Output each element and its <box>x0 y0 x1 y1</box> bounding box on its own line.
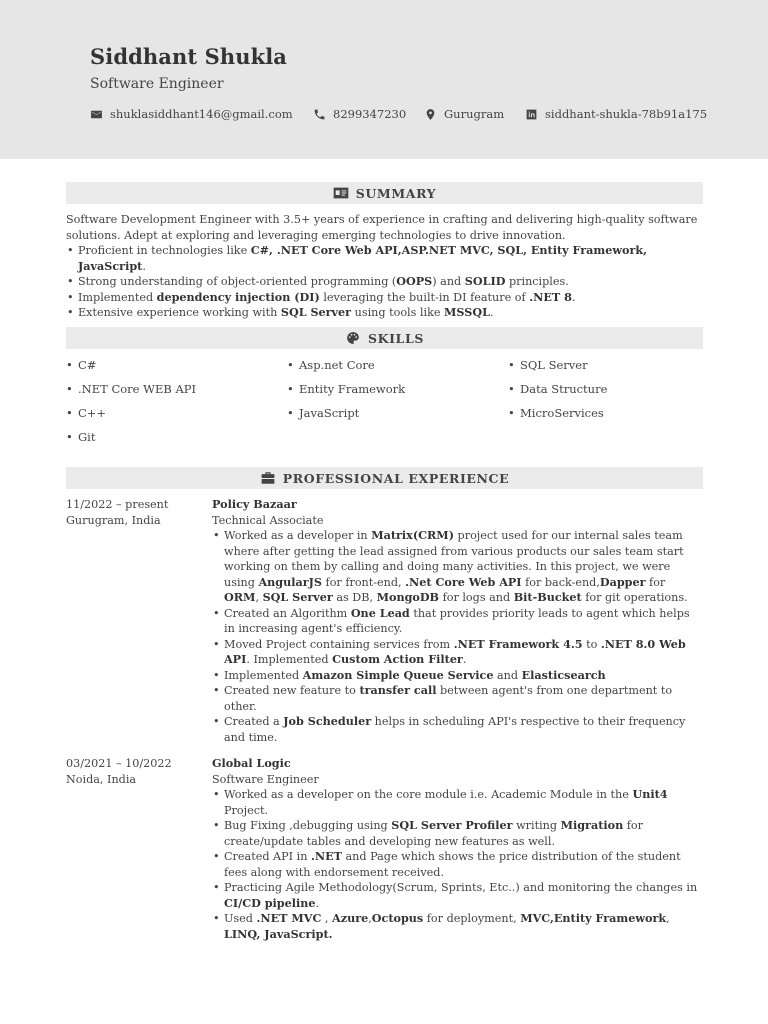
section-header-experience <box>66 467 703 489</box>
job-bullet: • Worked as a developer on the core module i.e. Academic Module in the Unit4 Project. <box>212 787 703 818</box>
job-bullet: • Implemented Amazon Simple Queue Service and Elasticsearch <box>212 668 703 684</box>
skill-item: • Entity Framework <box>287 382 405 396</box>
contact-email[interactable] <box>90 107 293 121</box>
section-header-summary <box>66 182 703 204</box>
envelope-icon <box>90 108 103 121</box>
summary-block <box>66 212 703 321</box>
skill-item: • Data Structure <box>508 382 607 396</box>
job-bullets <box>212 787 703 942</box>
skill-item: • MicroServices <box>508 406 604 420</box>
linkedin-text: siddhant-shukla-78b91a175 <box>545 107 708 121</box>
skill-item: • Asp.net Core <box>287 358 375 372</box>
section-header-skills <box>66 327 703 349</box>
skill-item: • C# <box>66 358 96 372</box>
job-bullet: • Moved Project containing services from .NET Framework 4.5 to .NET 8.0 Web API. Implemented Custom Action Filter. <box>212 637 703 668</box>
palette-icon <box>345 331 361 345</box>
contact-linkedin[interactable] <box>525 107 707 121</box>
contact-phone[interactable] <box>313 107 406 121</box>
email-text: shuklasiddhant146@gmail.com <box>110 107 293 121</box>
briefcase-icon <box>260 471 276 485</box>
job-meta <box>66 756 172 787</box>
summary-item: • Proficient in technologies like C#, .NET Core Web API,ASP.NET MVC, SQL, Entity Framework, JavaScript. <box>66 243 703 274</box>
phone-text: 8299347230 <box>333 107 407 121</box>
section-title-skills: SKILLS <box>368 330 424 346</box>
job-bullet: • Created new feature to transfer call between agent's from one department to other. <box>212 683 703 714</box>
summary-item: • Strong understanding of object-oriented programming (OOPS) and SOLID principles. <box>66 274 703 290</box>
id-card-icon <box>333 186 349 200</box>
company-name: Policy Bazaar <box>212 497 297 511</box>
summary-item: • Implemented dependency injection (DI) leveraging the built-in DI feature of .NET 8. <box>66 290 703 306</box>
job-entry <box>212 497 703 745</box>
phone-icon <box>313 108 326 121</box>
job-entry <box>212 756 703 942</box>
job-bullet: • Bug Fixing ,debugging using SQL Server Profiler writing Migration for create/update tables and developing new features as well. <box>212 818 703 849</box>
candidate-title: Software Engineer <box>90 76 224 92</box>
resume-header <box>0 0 768 159</box>
job-bullet: • Worked as a developer in Matrix(CRM) project used for our internal sales team where after getting the lead assigned from various products our sales team start working on them by calling and doing many activities. In this project, we were using AngularJS for front-end, .Net Core Web API for back-end,Dapper for ORM, SQL Server as DB, MongoDB for logs and Bit-Bucket for git operations. <box>212 528 703 606</box>
candidate-name: Siddhant Shukla <box>90 44 288 69</box>
job-dates: 03/2021 – 10/2022 <box>66 757 172 770</box>
job-bullet: • Created API in .NET and Page which shows the price distribution of the student fees along with endorsement received. <box>212 849 703 880</box>
job-bullet: • Created a Job Scheduler helps in scheduling API's respective to their frequency and time. <box>212 714 703 745</box>
skill-item: • .NET Core WEB API <box>66 382 196 396</box>
job-meta <box>66 497 168 528</box>
job-dates: 11/2022 – present <box>66 498 169 511</box>
location-pin-icon <box>424 108 437 121</box>
job-role: Software Engineer <box>212 772 319 786</box>
job-location: Noida, India <box>66 772 137 786</box>
summary-intro: Software Development Engineer with 3.5+ years of experience in crafting and delivering high-quality software solutions. Adept at exploring and leveraging emerging technologies to drive innovation. <box>66 213 698 242</box>
skill-item: • SQL Server <box>508 358 588 372</box>
contact-location[interactable] <box>424 107 504 121</box>
company-name: Global Logic <box>212 756 291 770</box>
summary-list <box>66 243 703 321</box>
section-title-experience: PROFESSIONAL EXPERIENCE <box>282 470 510 486</box>
job-bullets <box>212 528 703 745</box>
job-bullet: • Used .NET MVC , Azure,Octopus for deployment, MVC,Entity Framework, LINQ, JavaScript. <box>212 911 703 942</box>
summary-item: • Extensive experience working with SQL Server using tools like MSSQL. <box>66 305 703 321</box>
skill-item: • C++ <box>66 406 106 420</box>
location-text: Gurugram <box>444 107 505 121</box>
job-bullet: • Practicing Agile Methodology(Scrum, Sprints, Etc..) and monitoring the changes in CI/CD pipeline. <box>212 880 703 911</box>
section-title-summary: SUMMARY <box>355 185 437 201</box>
skill-item: • Git <box>66 430 96 444</box>
job-location: Gurugram, India <box>66 513 161 527</box>
skill-item: • JavaScript <box>287 406 359 420</box>
job-role: Technical Associate <box>212 513 324 527</box>
linkedin-icon <box>525 108 538 121</box>
job-bullet: • Created an Algorithm One Lead that provides priority leads to agent which helps in increasing agent's efficiency. <box>212 606 703 637</box>
